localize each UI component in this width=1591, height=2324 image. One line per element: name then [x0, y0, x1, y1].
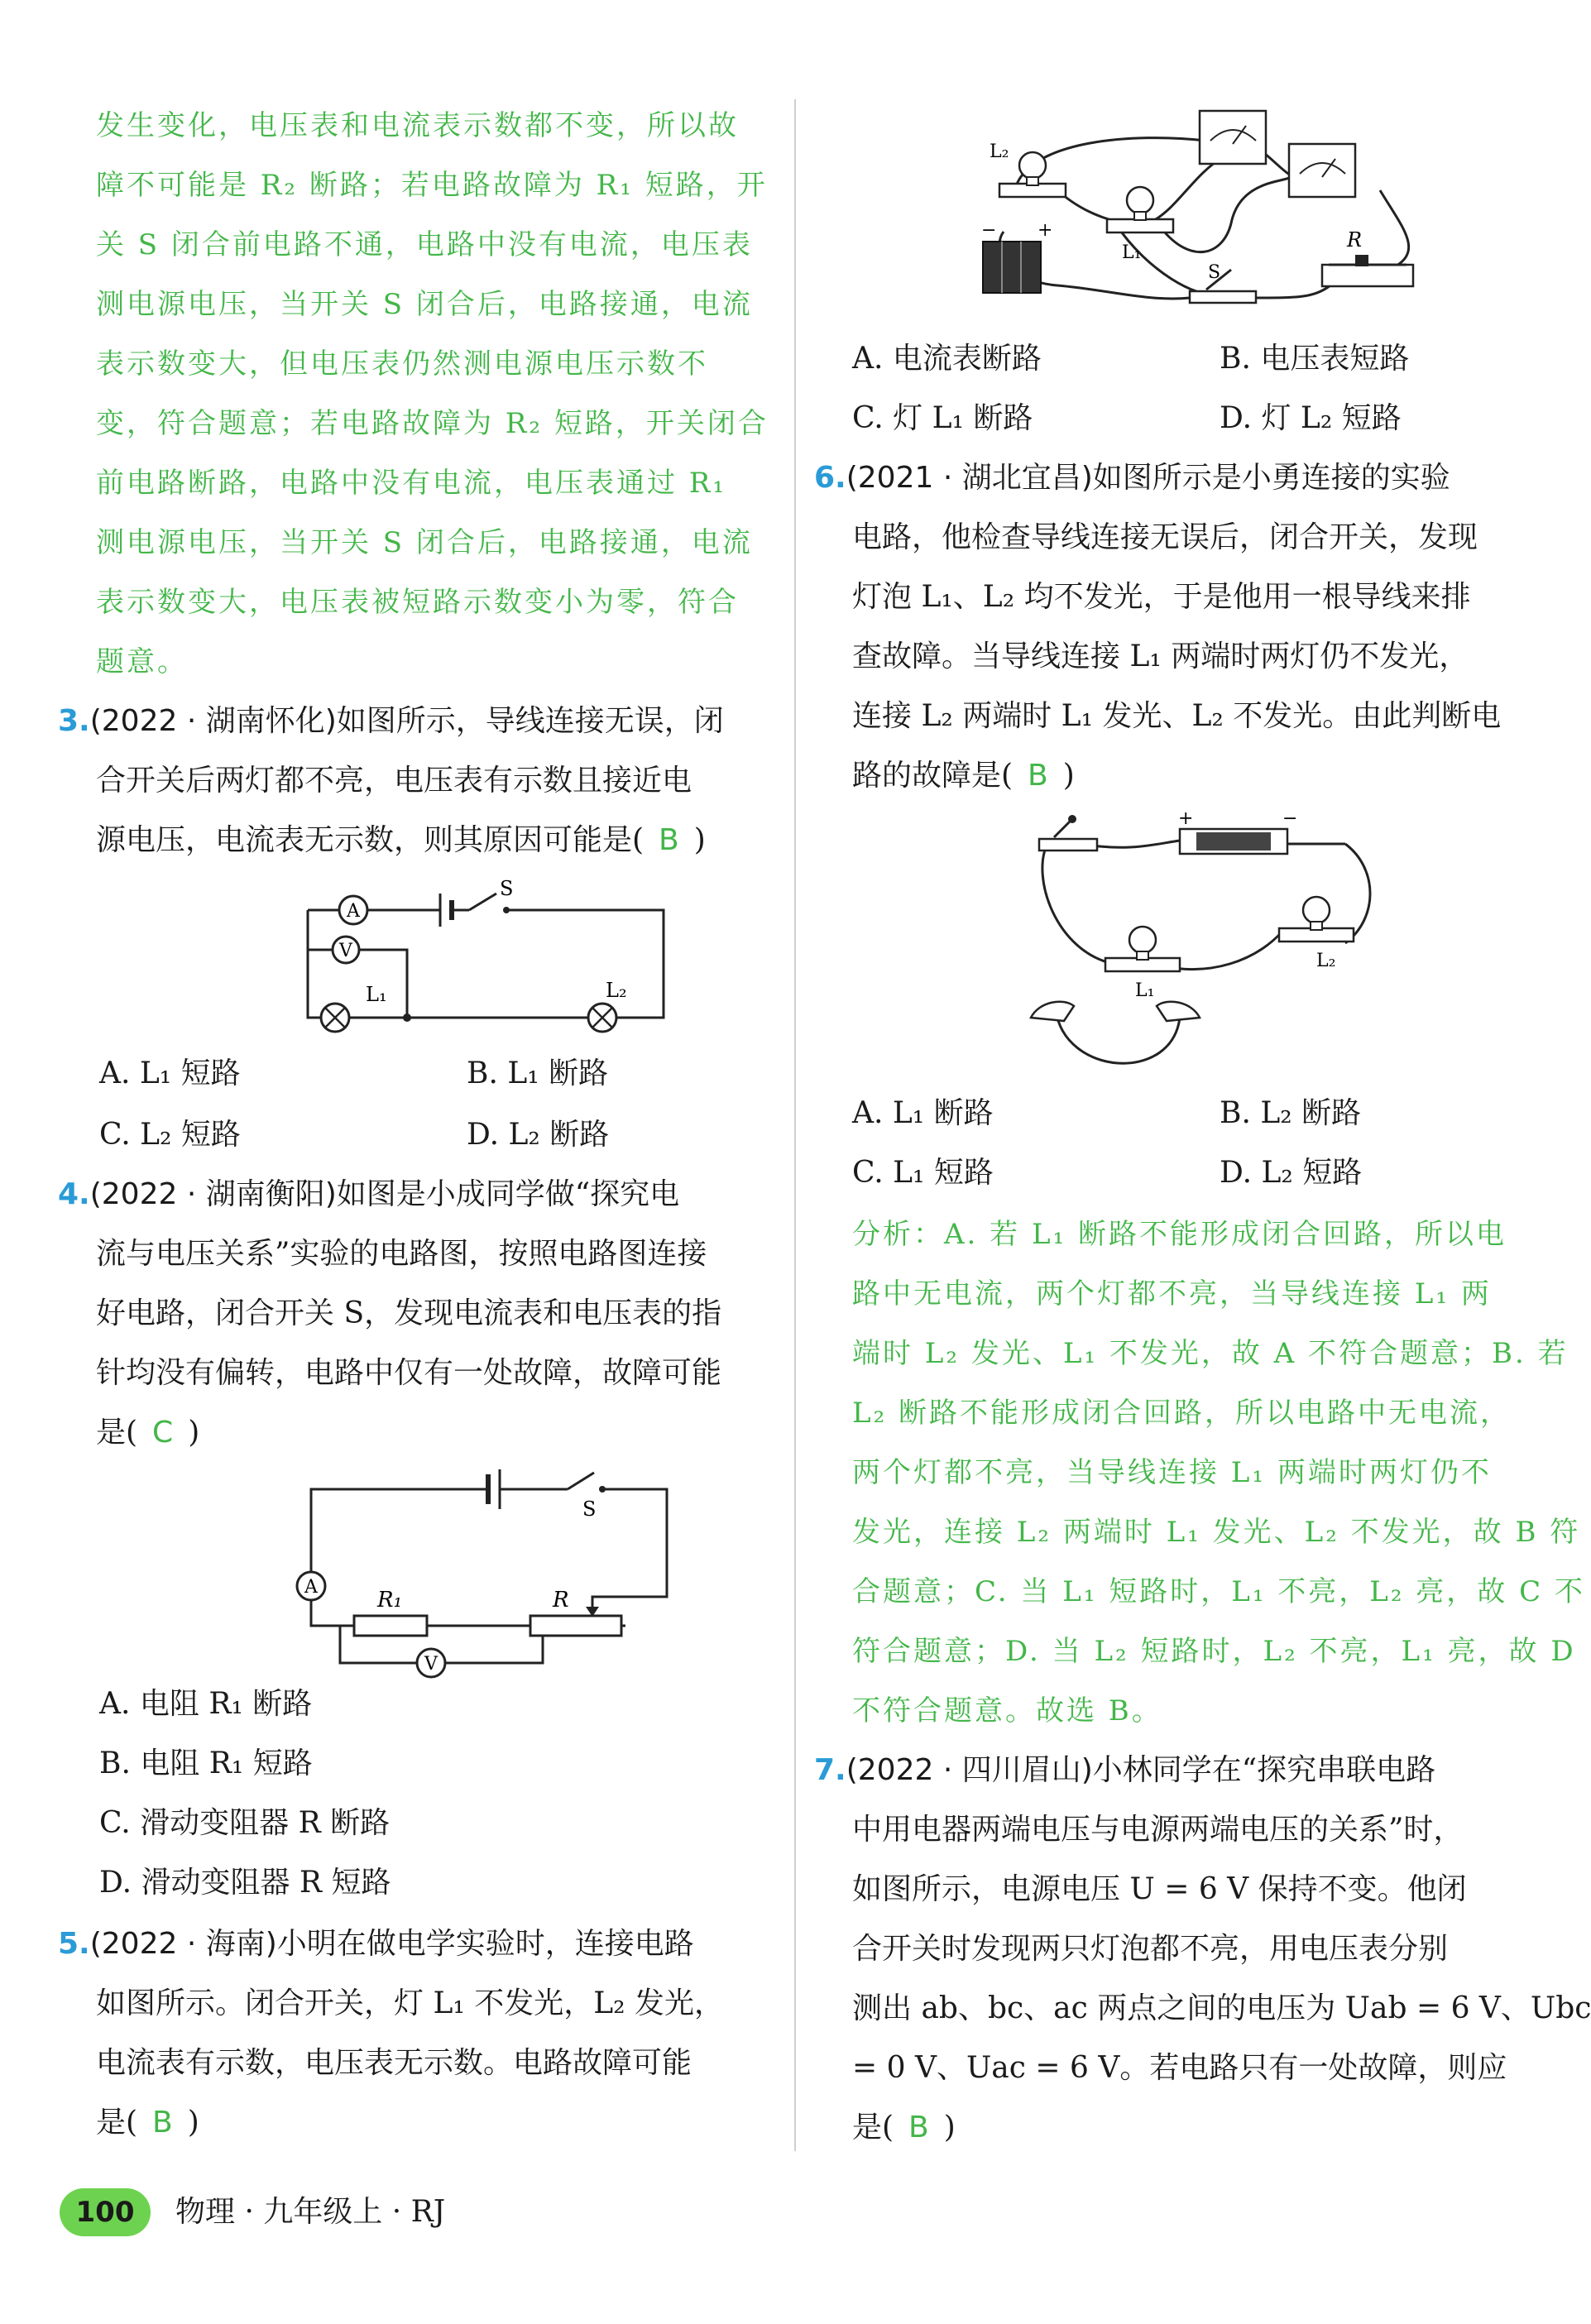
- answer-text: B: [152, 2106, 173, 2140]
- option-a[interactable]: A. 电流表断路: [852, 342, 1042, 376]
- question-number: 3.: [58, 704, 90, 738]
- bracket-close: ): [188, 1416, 200, 1450]
- rheostat-r-label: R: [553, 1588, 569, 1612]
- option-c[interactable]: C. 灯 L₁ 断路: [852, 401, 1033, 435]
- question-number: 6.: [814, 461, 846, 495]
- voltmeter-label: V: [339, 941, 352, 961]
- question-5-line1: [58, 1923, 694, 1966]
- question-number: 4.: [58, 1177, 90, 1211]
- question-text: 如图是小成同学做“探究电: [336, 1177, 680, 1211]
- analysis-line: L₂ 断路不能形成闭合回路，所以电路中无电流，: [852, 1397, 1512, 1430]
- analysis-line: 合题意；C. 当 L₁ 短路时，L₁ 不亮，L₂ 亮，故 C 不: [852, 1575, 1585, 1608]
- question-text: 连接 L₂ 两端时 L₁ 发光、L₂ 不发光。由此判断电: [852, 699, 1502, 733]
- question-source: (2022 · 湖南怀化): [89, 704, 337, 738]
- solution-line: 测电源电压，当开关 S 闭合后，电路接通，电流: [96, 526, 753, 559]
- question-text: 小明在做电学实验时，连接电路: [276, 1927, 694, 1961]
- q4-circuit-diagram: [295, 1464, 683, 1680]
- question-source: (2021 · 湖北宜昌): [846, 461, 1093, 495]
- question-5-line4: [96, 2101, 199, 2144]
- footer-title: 物理 · 九年级上 · RJ: [175, 2195, 446, 2229]
- question-text: 好电路，闭合开关 S，发现电流表和电压表的指: [96, 1296, 722, 1330]
- question-text: 流与电压关系”实验的电路图，按照电路图连接: [96, 1237, 707, 1271]
- solution-line: 发生变化，电压表和电流表示数都不变，所以故: [96, 109, 739, 142]
- question-text: 源电压，电流表无示数，则其原因可能是(: [96, 823, 645, 857]
- solution-line: 变，符合题意；若电路故障为 R₂ 短路，开关闭合: [96, 407, 769, 440]
- question-text: 合开关时发现两只灯泡都不亮，用电压表分别: [852, 1932, 1449, 1966]
- column-divider: [794, 99, 796, 2151]
- question-text: 如图所示。闭合开关，灯 L₁ 不发光，L₂ 发光，: [96, 1986, 725, 2020]
- svg-text:+: +: [1178, 808, 1194, 829]
- question-6-line1: [814, 457, 1450, 500]
- answer-text: B: [908, 2111, 929, 2144]
- page-number-badge: 100: [60, 2188, 151, 2236]
- question-text: 电路，他检查导线连接无误后，闭合开关，发现: [852, 520, 1478, 554]
- question-number: 5.: [58, 1927, 90, 1961]
- question-text: 合开关后两灯都不亮，电压表有示数且接近电: [96, 764, 692, 798]
- question-text: 是(: [852, 2111, 894, 2144]
- question-text: 查故障。当导线连接 L₁ 两端时两灯仍不发光，: [852, 640, 1469, 673]
- option-d[interactable]: D. 滑动变阻器 R 短路: [99, 1866, 391, 1900]
- question-6-line6: [852, 755, 1075, 798]
- option-a[interactable]: A. L₁ 断路: [852, 1096, 994, 1130]
- ammeter-label: A: [304, 1577, 318, 1598]
- answer-text: B: [659, 823, 679, 857]
- lamp-l2-label: L₂: [606, 979, 627, 1002]
- question-text: 路的故障是(: [852, 759, 1014, 793]
- question-text: 如图所示是小勇连接的实验: [1092, 461, 1450, 495]
- q5-circuit-illustration: [983, 108, 1430, 323]
- question-number: 7.: [814, 1753, 846, 1787]
- ammeter-label: A: [347, 901, 360, 922]
- switch-label: S: [1208, 262, 1221, 283]
- question-3-line3: [96, 819, 706, 862]
- svg-text:+: +: [1038, 220, 1053, 241]
- option-c[interactable]: C. 滑动变阻器 R 断路: [99, 1806, 391, 1840]
- analysis-line: 分析：A. 若 L₁ 断路不能形成闭合回路，所以电: [852, 1218, 1507, 1251]
- option-a[interactable]: A. L₁ 短路: [99, 1057, 241, 1090]
- question-4-line1: [58, 1173, 679, 1216]
- rheostat-label: R: [1347, 228, 1363, 252]
- question-text: 如图所示，电源电压 U = 6 V 保持不变。他闭: [852, 1872, 1467, 1906]
- question-3-line1: [58, 700, 724, 743]
- analysis-line: 发光，连接 L₂ 两端时 L₁ 发光、L₂ 不发光，故 B 符: [852, 1516, 1581, 1549]
- lamp-l1-label: L₁: [1122, 242, 1142, 263]
- answer-text: B: [1028, 759, 1048, 793]
- question-text: 灯泡 L₁、L₂ 均不发光，于是他用一根导线来排: [852, 580, 1471, 614]
- option-c[interactable]: C. L₂ 短路: [99, 1118, 241, 1152]
- q3-circuit-diagram: [300, 877, 680, 1042]
- question-source: (2022 · 湖南衡阳): [89, 1177, 337, 1211]
- option-d[interactable]: D. 灯 L₂ 短路: [1220, 401, 1402, 435]
- question-text: = 0 V、Uac = 6 V。若电路只有一处故障，则应: [852, 2051, 1507, 2085]
- answer-text: C: [152, 1416, 174, 1450]
- solution-line: 障不可能是 R₂ 断路；若电路故障为 R₁ 短路，开: [96, 169, 768, 202]
- bracket-close: ): [187, 2106, 199, 2140]
- question-text: 如图所示，导线连接无误，闭: [336, 704, 724, 738]
- lamp-l1-label: L₁: [366, 983, 387, 1006]
- question-text: 针均没有偏转，电路中仅有一处故障，故障可能: [96, 1356, 722, 1390]
- question-source: (2022 · 海南): [89, 1927, 277, 1961]
- option-b[interactable]: B. 电压表短路: [1220, 342, 1410, 376]
- solution-line: 表示数变大，但电压表仍然测电源电压示数不: [96, 347, 708, 381]
- option-a[interactable]: A. 电阻 R₁ 断路: [99, 1687, 313, 1721]
- switch-label: S: [582, 1497, 597, 1521]
- bracket-close: ): [693, 823, 706, 857]
- option-d[interactable]: D. L₂ 断路: [467, 1118, 610, 1152]
- lamp-l2-label: L₂: [1316, 951, 1336, 971]
- question-text: 测出 ab、bc、ac 两点之间的电压为 Uab = 6 V、Ubc: [852, 1991, 1591, 2025]
- question-7-line7: [852, 2106, 956, 2149]
- svg-text:−: −: [981, 220, 997, 241]
- solution-line: 题意。: [96, 645, 188, 678]
- question-7-line1: [814, 1749, 1435, 1792]
- question-source: (2022 · 四川眉山): [846, 1753, 1093, 1787]
- option-b[interactable]: B. L₁ 断路: [467, 1057, 609, 1090]
- lamp-l2-label: L₂: [990, 141, 1009, 162]
- voltmeter-label: V: [424, 1654, 438, 1675]
- solution-line: 前电路断路，电路中没有电流，电压表通过 R₁: [96, 467, 727, 500]
- analysis-line: 路中无电流，两个灯都不亮，当导线连接 L₁ 两: [852, 1277, 1492, 1311]
- solution-line: 测电源电压，当开关 S 闭合后，电路接通，电流: [96, 288, 753, 321]
- question-text: 是(: [96, 1416, 138, 1450]
- q6-circuit-illustration: [1031, 808, 1378, 1076]
- svg-text:−: −: [1282, 808, 1298, 829]
- bracket-close: ): [943, 2111, 956, 2144]
- question-text: 是(: [96, 2106, 138, 2140]
- analysis-line: 符合题意；D. 当 L₂ 短路时，L₂ 不亮，L₁ 亮，故 D: [852, 1635, 1576, 1668]
- solution-line: 关 S 闭合前电路不通，电路中没有电流，电压表: [96, 228, 753, 261]
- option-d[interactable]: D. L₂ 短路: [1220, 1156, 1363, 1190]
- question-text: 小林同学在“探究串联电路: [1092, 1753, 1436, 1787]
- analysis-line: 不符合题意。故选 B。: [852, 1694, 1162, 1727]
- resistor-r1-label: R₁: [377, 1588, 402, 1612]
- bracket-close: ): [1062, 759, 1075, 793]
- question-text: 中用电器两端电压与电源两端电压的关系”时，: [852, 1813, 1464, 1847]
- analysis-line: 端时 L₂ 发光、L₁ 不发光，故 A 不符合题意；B. 若: [852, 1337, 1569, 1370]
- lamp-l1-label: L₁: [1135, 980, 1155, 1001]
- switch-label: S: [500, 877, 514, 900]
- option-b[interactable]: B. L₂ 断路: [1220, 1096, 1362, 1130]
- question-4-line5: [96, 1411, 199, 1454]
- analysis-line: 两个灯都不亮，当导线连接 L₁ 两端时两灯仍不: [852, 1456, 1492, 1489]
- option-b[interactable]: B. 电阻 R₁ 短路: [99, 1747, 313, 1780]
- question-text: 电流表有示数，电压表无示数。电路故障可能: [96, 2046, 692, 2080]
- option-c[interactable]: C. L₁ 短路: [852, 1156, 994, 1190]
- solution-line: 表示数变大，电压表被短路示数变小为零，符合: [96, 586, 739, 619]
